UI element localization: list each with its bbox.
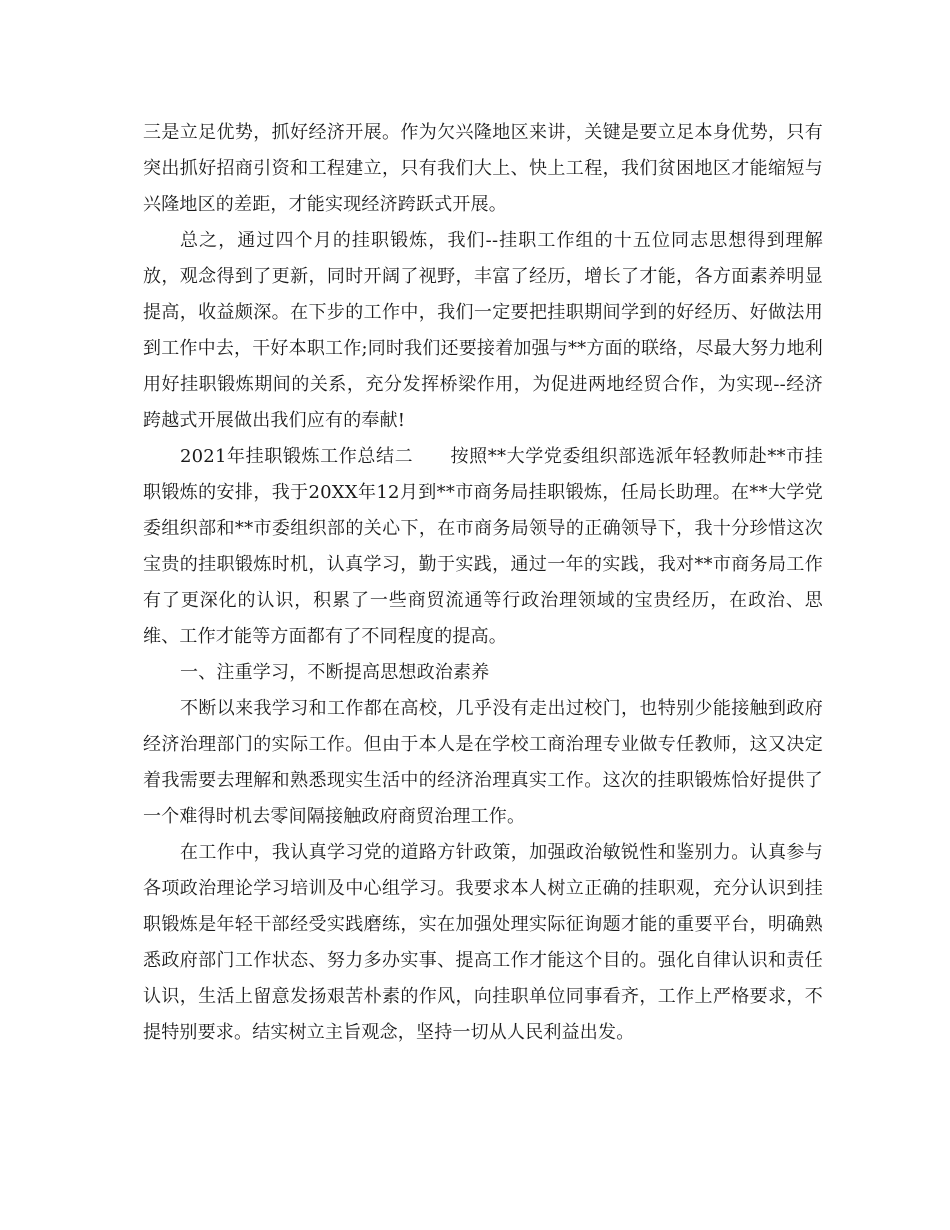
- paragraph-report-two-intro: 2021年挂职锻炼工作总结二 按照**大学党委组织部选派年轻教师赴**市挂职锻炼的安排，我于20XX年12月到**市商务局挂职锻炼，任局长助理。在**大学党委组织部和**市委组织部的关心下，在市商务局领导的正确领导下，我十分珍惜这次宝贵的挂职锻炼时机，认真学习，勤于实践，通过一年的实践，我对**市商务局工作有了更深化的认识，积累了一些商贸流通等行政治理领域的宝贵经历，在政治、思维、工作才能等方面都有了不同程度的提高。: [143, 446, 823, 647]
- paragraph-summary: 总之，通过四个月的挂职锻炼，我们--挂职工作组的十五位同志思想得到理解放，观念得到了更新，同时开阔了视野，丰富了经历，增长了才能，各方面素养明显提高，收益颇深。在下步的工作中，我们一定要把挂职期间学到的好经历、好做法用到工作中去，干好本职工作;同时我们还要接着加强与**方面的联络，尽最大努力地利用好挂职锻炼期间的关系，充分发挥桥梁作用，为促进两地经贸合作，为实现--经济跨越式开展做出我们应有的奉献!: [143, 230, 823, 431]
- section-heading-study: 一、注重学习，不断提高思想政治素养: [180, 662, 490, 683]
- document-page: [143, 115, 823, 1051]
- paragraph-background: 不断以来我学习和工作都在高校，几乎没有走出过校门，也特别少能接触到政府经济治理部门的实际工作。但由于本人是在学校工商治理专业做专任教师，这又决定着我需要去理解和熟悉现实生活中的经济治理真实工作。这次的挂职锻炼恰好提供了一个难得时机去零间隔接触政府商贸治理工作。: [143, 698, 823, 827]
- paragraph-economic-advantage: 三是立足优势，抓好经济开展。作为欠兴隆地区来讲，关键是要立足本身优势，只有突出抓好招商引资和工程建立，只有我们大上、快上工程，我们贫困地区才能缩短与兴隆地区的差距，才能实现经济跨跃式开展。: [143, 122, 823, 215]
- paragraph-political-study: 在工作中，我认真学习党的道路方针政策，加强政治敏锐性和鉴别力。认真参与各项政治理论学习培训及中心组学习。我要求本人树立正确的挂职观，充分认识到挂职锻炼是年轻干部经受实践磨练，实在加强处理实际征询题才能的重要平台，明确熟悉政府部门工作状态、努力多办实事、提高工作才能这个目的。强化自律认识和责任认识，生活上留意发扬艰苦朴素的作风，向挂职单位同事看齐，工作上严格要求，不提特别要求。结实树立主旨观念，坚持一切从人民利益出发。: [143, 842, 823, 1043]
